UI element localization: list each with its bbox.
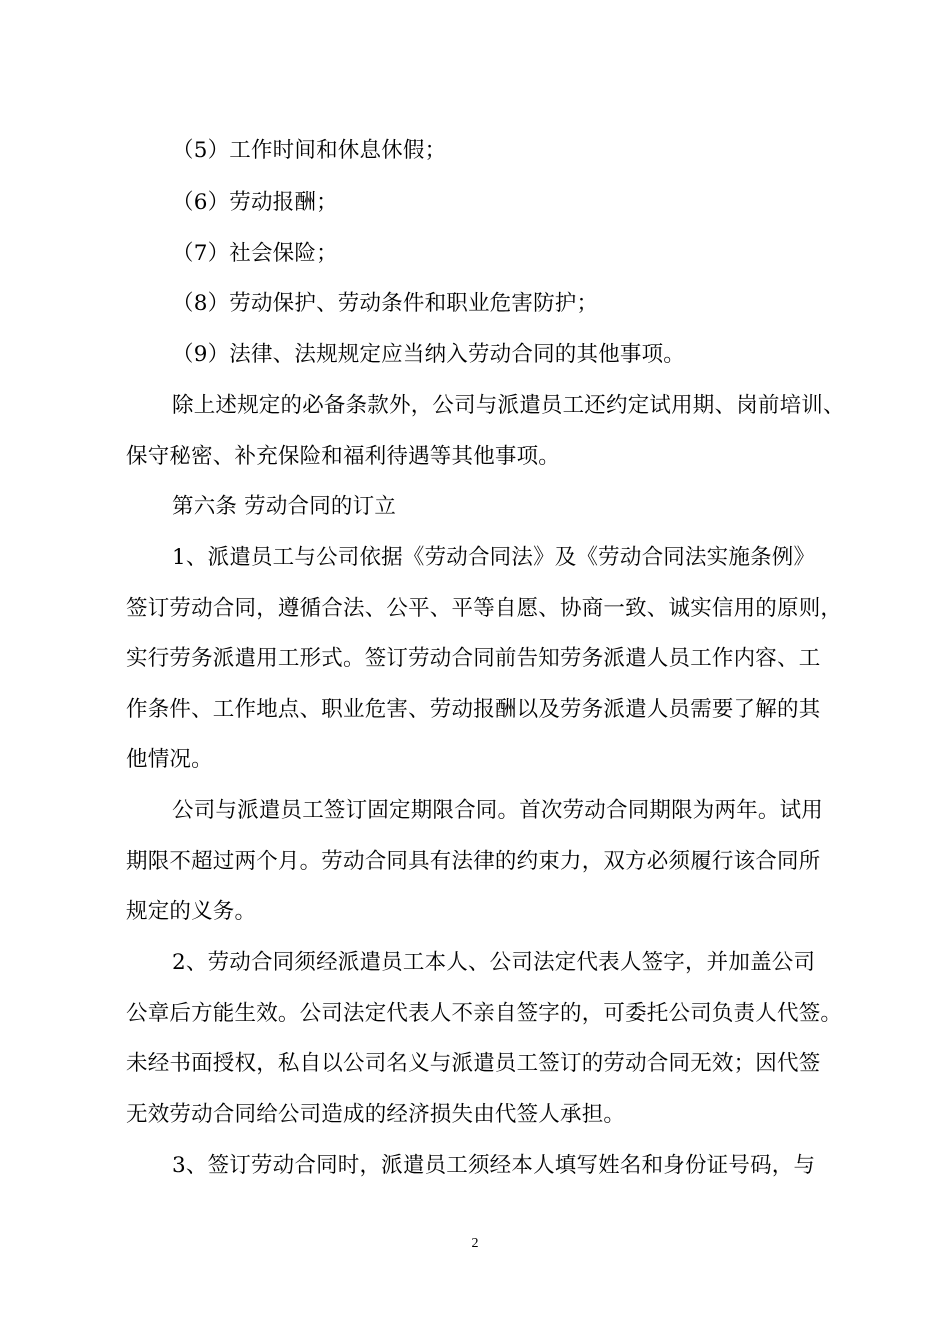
text-line: 1、派遣员工与公司依据《劳动合同法》及《劳动合同法实施条例》 (172, 545, 816, 570)
text-line: 作条件、工作地点、职业危害、劳动报酬以及劳务派遣人员需要了解的其 (126, 697, 821, 722)
text-line: 未经书面授权，私自以公司名义与派遣员工签订的劳动合同无效；因代签 (126, 1051, 821, 1076)
text-line: 除上述规定的必备条款外，公司与派遣员工还约定试用期、岗前培训、 (172, 393, 845, 418)
text-line: 公司与派遣员工签订固定期限合同。首次劳动合同期限为两年。试用 (172, 798, 824, 823)
text-line: 他情况。 (126, 747, 213, 772)
text-line: 期限不超过两个月。劳动合同具有法律的约束力，双方必须履行该合同所 (126, 849, 821, 874)
text-line: 公章后方能生效。公司法定代表人不亲自签字的，可委托公司负责人代签。 (126, 1001, 843, 1026)
text-line: 签订劳动合同，遵循合法、公平、平等自愿、协商一致、诚实信用的原则， (126, 596, 843, 621)
text-line: 3、签订劳动合同时，派遣员工须经本人填写姓名和身份证号码，与 (172, 1153, 816, 1178)
text-line: （5）工作时间和休息休假； (172, 138, 447, 163)
text-line: （7）社会保险； (172, 241, 338, 266)
text-line: （6）劳动报酬； (172, 190, 338, 215)
section-heading: 第六条 劳动合同的订立 (172, 494, 397, 519)
text-line: 2、劳动合同须经派遣员工本人、公司法定代表人签字，并加盖公司 (172, 950, 816, 975)
text-line: （9）法律、法规规定应当纳入劳动合同的其他事项。 (172, 342, 685, 367)
text-line: 规定的义务。 (126, 899, 257, 924)
text-line: （8）劳动保护、劳动条件和职业危害防护； (172, 291, 599, 316)
page-number: 2 (471, 1236, 479, 1251)
text-line: 无效劳动合同给公司造成的经济损失由代签人承担。 (126, 1102, 626, 1127)
text-line: 保守秘密、补充保险和福利待遇等其他事项。 (126, 444, 561, 469)
text-line: 实行劳务派遣用工形式。签订劳动合同前告知劳务派遣人员工作内容、工 (126, 646, 821, 671)
